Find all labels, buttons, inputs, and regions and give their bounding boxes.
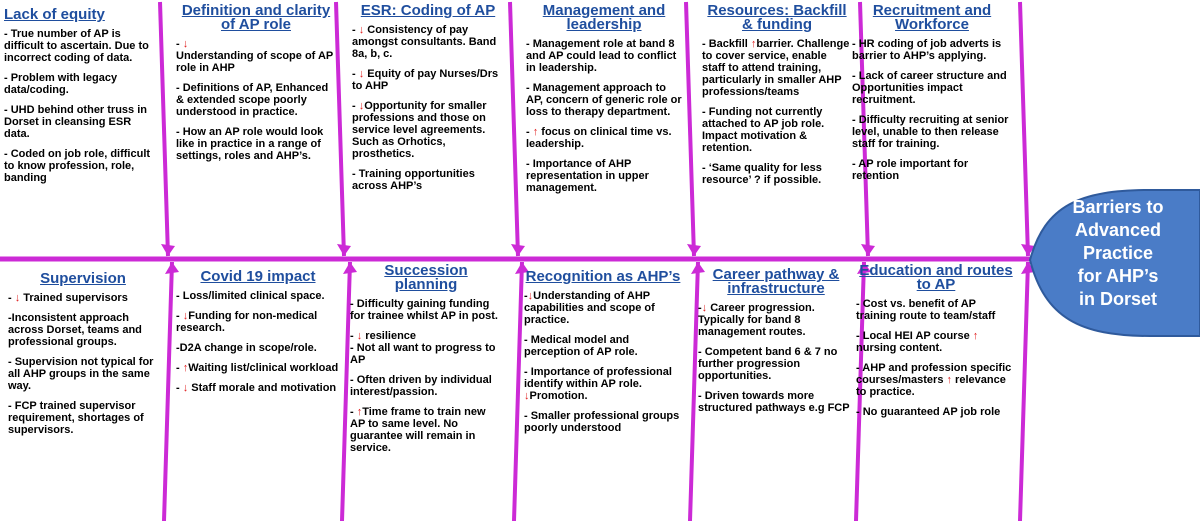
category-education-routes: [856, 264, 1016, 520]
fish-head-label: Barriers to Advanced Practice for AHP’s in Dorset: [1072, 197, 1164, 309]
category-title: Career pathway & infrastructure: [712, 268, 840, 297]
list-item: - ↓Opportunity for smaller professions and those on service level agreements. Such as Orhotics, prosthetics.: [352, 100, 487, 160]
list-item: - Cost vs. benefit of AP training route to team/staff: [856, 298, 996, 322]
category-title: Definition and clarity of AP role: [181, 4, 331, 33]
bottom-bone-1: [342, 262, 350, 521]
top-bone-2: [510, 2, 518, 256]
category-covid-impact: [176, 270, 340, 520]
list-item: - True number of AP is difficult to ascertain. Due to incorrect coding of data.: [4, 28, 149, 64]
down-arrow-icon: ↓: [358, 100, 365, 112]
bone-arrowhead: [337, 244, 351, 256]
list-item: - ↑ focus on clinical time vs. leadership.: [526, 126, 672, 150]
category-management-leadership: [526, 4, 682, 254]
category-definition-clarity: [176, 4, 336, 254]
bone-arrowhead: [687, 244, 701, 256]
category-supervision: [8, 272, 158, 520]
list-item: - Driven towards more structured pathways e.g FCP: [698, 390, 850, 414]
bottom-bone-3: [690, 262, 698, 521]
list-item: - No guaranteed AP job role: [856, 406, 1001, 418]
up-arrow-icon: ↑: [972, 330, 979, 342]
list-item: - Difficulty gaining funding for trainee whilst AP in post.: [350, 298, 498, 322]
bone-arrowhead: [511, 244, 525, 256]
list-item: - Management role at band 8 and AP could lead to conflict in leadership.: [526, 38, 677, 74]
down-arrow-icon: ↓: [356, 330, 363, 342]
down-arrow-icon: ↓: [182, 38, 189, 50]
bottom-bone-5: [1020, 262, 1028, 521]
down-arrow-icon: ↓: [182, 310, 189, 322]
category-esr-coding: [352, 4, 504, 254]
list-item: - Backfill ↑barrier. Challenge to cover service, enable staff to attend training, particularly in smaller AHP professions/teams: [702, 38, 850, 98]
category-title: Management and leadership: [542, 4, 666, 33]
category-title: Covid 19 impact: [200, 270, 316, 285]
category-succession-planning: [350, 264, 502, 520]
list-item: - Management approach to AP, concern of generic role or loss to therapy department.: [526, 82, 682, 118]
list-item: -Inconsistent approach across Dorset, teams and professional groups.: [8, 312, 142, 348]
list-item: - ↑Waiting list/clinical workload: [176, 362, 339, 374]
list-item: - Funding not currently attached to AP job role. Impact motivation & retention.: [702, 106, 825, 154]
list-item: - Smaller professional groups poorly understood: [524, 410, 680, 434]
list-item: - Difficulty recruiting at senior level, unable to then release staff for training.: [852, 114, 1009, 150]
category-title: Succession planning: [384, 264, 468, 293]
up-arrow-icon: ↑: [750, 38, 757, 50]
down-arrow-icon: ↓: [358, 68, 365, 80]
list-item: - Importance of AHP representation in upper management.: [526, 158, 649, 194]
list-item: - UHD behind other truss in Dorset in cleansing ESR data.: [4, 104, 147, 140]
up-arrow-icon: ↑: [182, 362, 189, 374]
top-bone-3: [686, 2, 694, 256]
list-item: - ↓Funding for non-medical research.: [176, 310, 318, 334]
list-item: - ↓ Trained supervisors: [8, 292, 128, 304]
category-recruitment-workforce: [852, 4, 1012, 254]
category-title: Supervision: [40, 272, 126, 287]
top-bone-5: [1020, 2, 1028, 256]
list-item: - Lack of career structure and Opportunities impact recruitment.: [852, 70, 1007, 106]
category-title: Recognition as AHP’s: [525, 270, 681, 285]
down-arrow-icon: ↓: [701, 302, 708, 314]
list-item: - Loss/limited clinical space.: [176, 290, 325, 302]
category-title: ESR: Coding of AP: [360, 4, 496, 19]
list-item: - Coded on job role, difficult to know profession, role, banding: [4, 148, 151, 184]
list-item: - Local HEI AP course ↑ nursing content.: [856, 330, 979, 354]
list-item: - AHP and profession specific courses/masters ↑ relevance to practice.: [856, 362, 1012, 398]
list-item: - HR coding of job adverts is barrier to AHP’s applying.: [852, 38, 1002, 62]
bottom-bone-2: [514, 262, 522, 521]
list-item: - Competent band 6 & 7 no further progression opportunities.: [698, 346, 838, 382]
list-item: - ↓ Consistency of pay amongst consultants. Band 8a, b, c.: [352, 24, 497, 60]
category-title: Lack of equity: [4, 8, 105, 23]
list-item: - Often driven by individual interest/passion.: [350, 374, 492, 398]
up-arrow-icon: ↑: [946, 374, 952, 386]
list-item: - Definitions of AP, Enhanced & extended scope poorly understood in practice.: [176, 82, 329, 118]
list-item: - How an AP role would look like in practice in a range of settings, roles and AHP’s.: [176, 126, 324, 162]
list-item: -↓ Career progression. Typically for band 8 management routes.: [698, 302, 815, 338]
list-item: - ↓ Equity of pay Nurses/Drs to AHP: [352, 68, 499, 92]
up-arrow-icon: ↑: [356, 406, 363, 418]
list-item: - ‘Same quality for less resource’ ? if possible.: [702, 162, 822, 186]
list-item: -D2A change in scope/role.: [176, 342, 317, 354]
list-item: - AP role important for retention: [852, 158, 969, 182]
list-item: - Medical model and perception of AP role.: [524, 334, 638, 358]
down-arrow-icon: ↓: [524, 390, 530, 402]
list-item: - Problem with legacy data/coding.: [4, 72, 118, 96]
category-title: Education and routes to AP: [859, 264, 1013, 293]
list-item: - ↓ resilience - Not all want to progress to AP: [350, 330, 496, 366]
list-item: - ↑Time frame to train new AP to same level. No guarantee will remain in service.: [350, 406, 486, 454]
list-item: - ↓ Understanding of scope of AP role in AHP: [176, 38, 334, 74]
down-arrow-icon: ↓: [14, 292, 21, 304]
list-item: - Supervision not typical for all AHP groups in the same way.: [8, 356, 154, 392]
bone-arrowhead: [161, 244, 175, 256]
list-item: - Training opportunities across AHP’s: [352, 168, 475, 192]
list-item: - FCP trained supervisor requirement, shortages of supervisors.: [8, 400, 144, 436]
down-arrow-icon: ↓: [527, 290, 534, 302]
bottom-bone-0: [164, 262, 172, 521]
category-lack-of-equity: [4, 8, 154, 254]
category-resources-backfill: [702, 4, 852, 254]
category-career-pathway: [698, 268, 854, 520]
up-arrow-icon: ↑: [532, 126, 539, 138]
category-title: Recruitment and Workforce: [872, 4, 992, 33]
list-item: - Importance of professional identify within AP role. ↓Promotion.: [524, 366, 672, 402]
category-recognition-ahp: [524, 270, 682, 520]
top-bone-0: [160, 2, 168, 256]
category-title: Resources: Backfill & funding: [707, 4, 847, 33]
list-item: -↓Understanding of AHP capabilities and scope of practice.: [524, 290, 655, 326]
top-bone-1: [336, 2, 344, 256]
down-arrow-icon: ↓: [182, 382, 189, 394]
list-item: - ↓ Staff morale and motivation: [176, 382, 337, 394]
down-arrow-icon: ↓: [358, 24, 365, 36]
